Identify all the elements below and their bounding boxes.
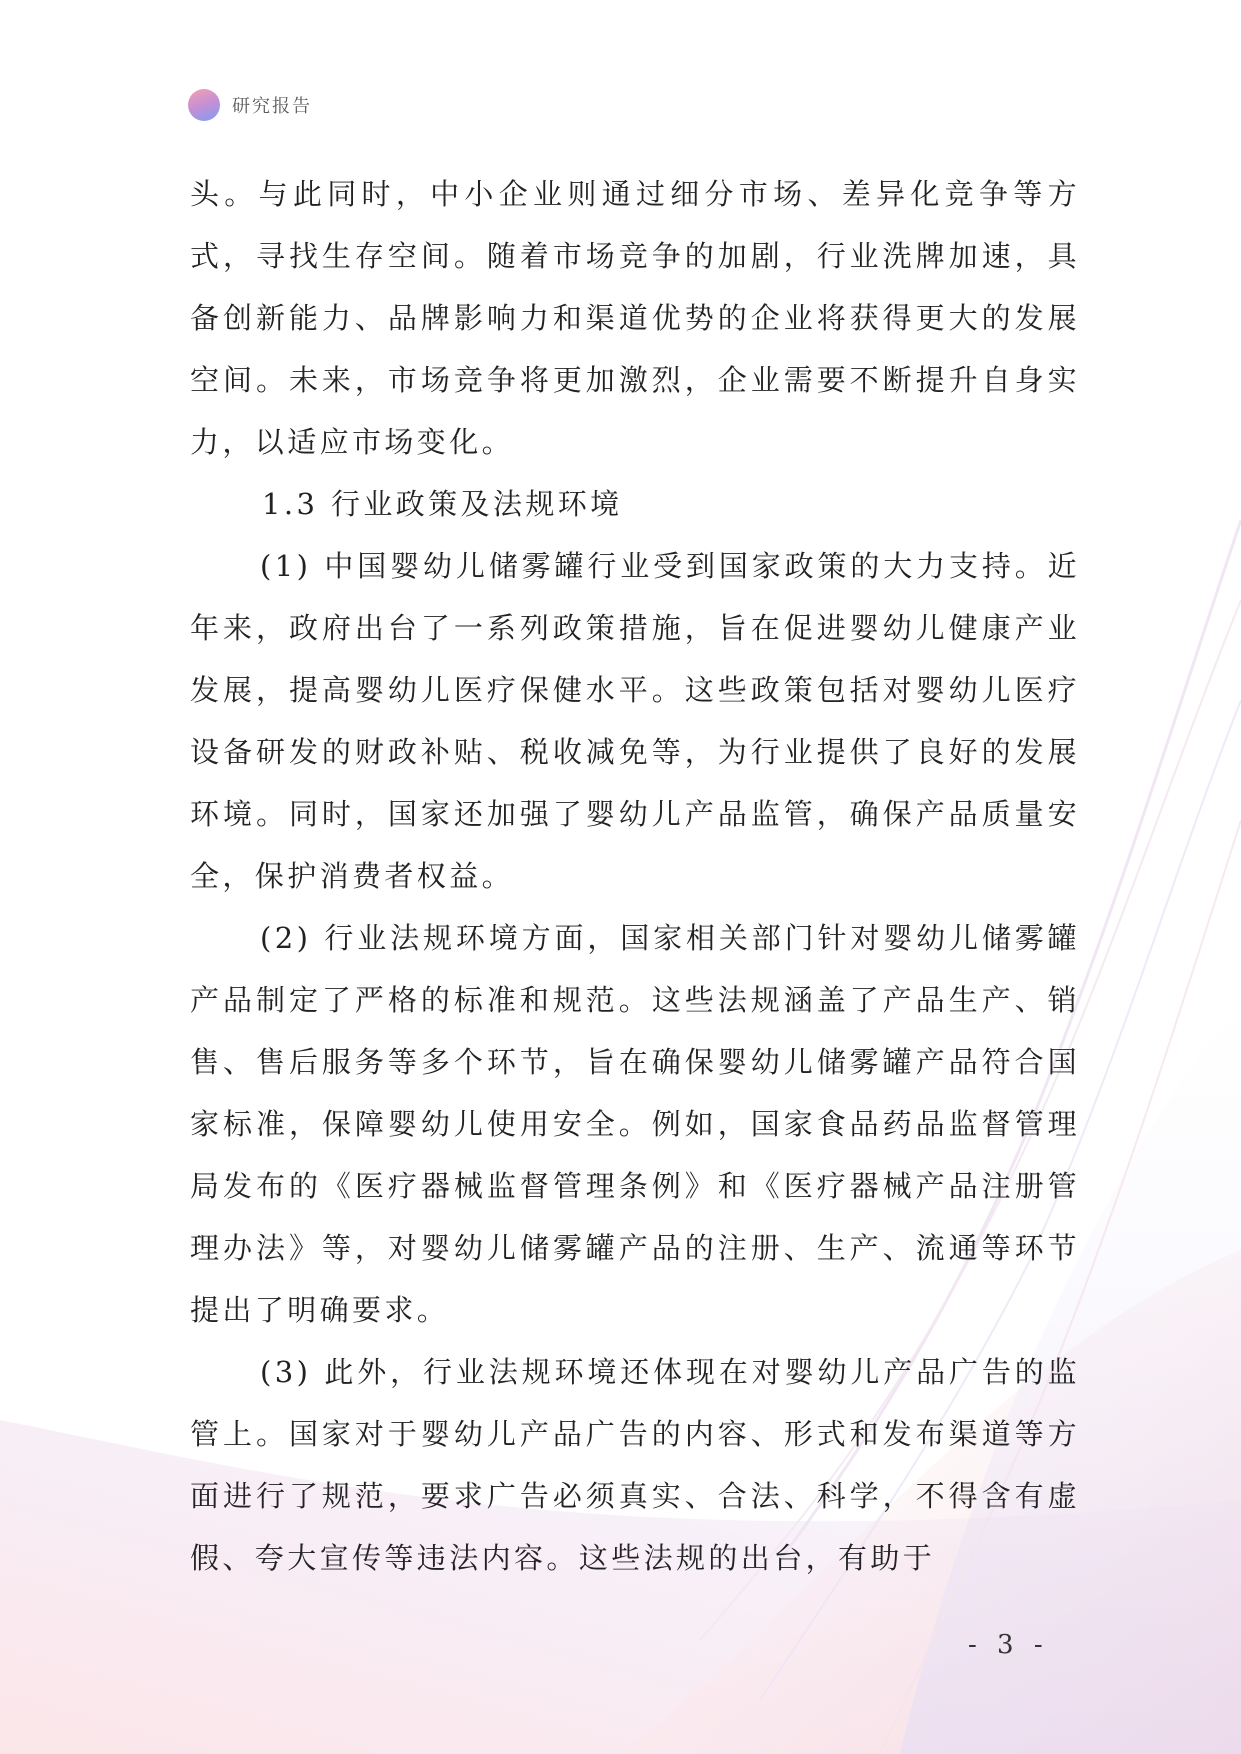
report-logo-icon <box>188 89 220 121</box>
section-heading: 1.3 行业政策及法规环境 <box>262 487 623 521</box>
page-number: - 3 - <box>968 1630 1049 1660</box>
document-body <box>190 163 1080 1589</box>
paragraph-3: (3) 此外，行业法规环境还体现在对婴幼儿产品广告的监管上。国家对于婴幼儿产品广告的内容、形式和发布渠道等方面进行了规范，要求广告必须真实、合法、科学，不得含有虚假、夸大宣传等违法内容。这些法规的出台，有助于 <box>190 1355 1080 1575</box>
paragraph-1: (1) 中国婴幼儿储雾罐行业受到国家政策的大力支持。近年来，政府出台了一系列政策措施，旨在促进婴幼儿健康产业发展，提高婴幼儿医疗保健水平。这些政策包括对婴幼儿医疗设备研发的财政补贴、税收减免等，为行业提供了良好的发展环境。同时，国家还加强了婴幼儿产品监管，确保产品质量安全，保护消费者权益。 <box>190 549 1080 893</box>
paragraph-continuation: 头。与此同时，中小企业则通过细分市场、差异化竞争等方式，寻找生存空间。随着市场竞争的加剧，行业洗牌加速，具备创新能力、品牌影响力和渠道优势的企业将获得更大的发展空间。未来，市场竞争将更加激烈，企业需要不断提升自身实力，以适应市场变化。 <box>190 177 1080 459</box>
report-header <box>188 88 312 122</box>
header-title: 研究报告 <box>232 96 312 117</box>
paragraph-2: (2) 行业法规环境方面，国家相关部门针对婴幼儿储雾罐产品制定了严格的标准和规范。这些法规涵盖了产品生产、销售、售后服务等多个环节，旨在确保婴幼儿储雾罐产品符合国家标准，保障婴幼儿使用安全。例如，国家食品药品监督管理局发布的《医疗器械监督管理条例》和《医疗器械产品注册管理办法》等，对婴幼儿储雾罐产品的注册、生产、流通等环节提出了明确要求。 <box>190 921 1080 1327</box>
